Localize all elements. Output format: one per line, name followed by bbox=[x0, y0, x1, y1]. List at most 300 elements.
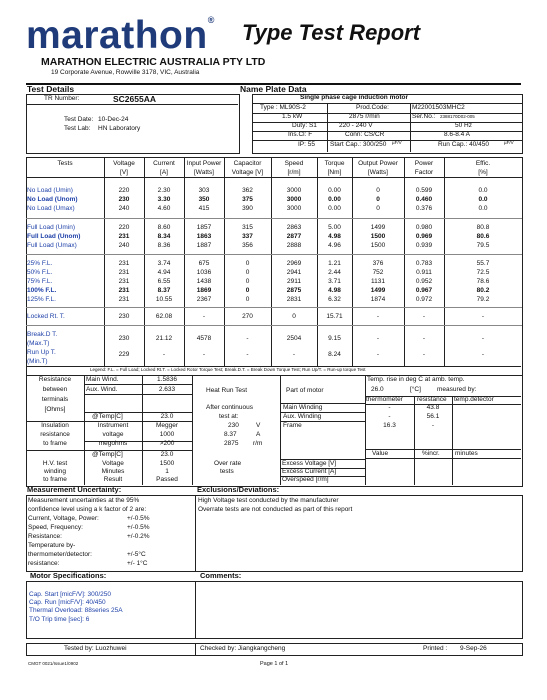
np-run-cap-unit: µF/V bbox=[504, 140, 514, 145]
table-cell: 1036 bbox=[196, 269, 212, 276]
column-header-unit: [%] bbox=[478, 169, 488, 176]
excess-voltage-label: Excess Voltage [V] bbox=[282, 460, 337, 467]
table-cell: 315 bbox=[242, 224, 253, 231]
marathon-logo bbox=[26, 16, 215, 55]
column-header-unit: [Watts] bbox=[194, 169, 214, 176]
col-thermometer: thermometer bbox=[366, 396, 403, 403]
uncertainty-line-2: confidence level using a k factor of 2 are: bbox=[28, 506, 147, 513]
table-cell: 4.98 bbox=[328, 287, 341, 294]
np-prod-code-value: M22001503MHC2 bbox=[412, 104, 465, 111]
main-winding-therm: - bbox=[388, 404, 391, 411]
legend-text: Legend: F.L. = Full Load; Locked Rt.T. = Locked Rotor Torque Test; Break.D.T. = Break Down Torque Test; Run Up/T. = Run-up torque Test bbox=[90, 367, 366, 372]
table-cell: 15.71 bbox=[326, 313, 343, 320]
table-cell: 8.24 bbox=[328, 351, 341, 358]
table-cell: 231 bbox=[118, 296, 130, 303]
resistance-temp-label: @Temp[C] bbox=[92, 413, 123, 420]
insulation-temp-label: @Temp[C] bbox=[92, 451, 123, 458]
hv-voltage-label: Voltage bbox=[102, 460, 124, 467]
table-cell: 2504 bbox=[286, 335, 302, 342]
page-number: Page 1 of 1 bbox=[260, 661, 289, 667]
table-cell: 0.967 bbox=[415, 287, 433, 294]
spec-line-3: Thermal Overload: 88series 25A bbox=[29, 607, 123, 614]
table-cell: 1.21 bbox=[328, 260, 341, 267]
hv-label-3: to frame bbox=[43, 476, 67, 483]
table-cell: 0 bbox=[245, 260, 250, 267]
table-cell: 0 bbox=[245, 287, 250, 294]
table-row-label: 75% F.L. bbox=[27, 278, 53, 285]
instrument-label: Instrument bbox=[97, 422, 129, 429]
table-cell: - bbox=[246, 335, 249, 342]
table-cell: 0.460 bbox=[415, 196, 433, 203]
break-down-label-2: (Max.T) bbox=[27, 340, 50, 347]
table-cell: 3.71 bbox=[328, 278, 341, 285]
table-cell: 231 bbox=[118, 269, 130, 276]
np-ser-no-value: 2388170D02-005 bbox=[440, 114, 475, 119]
table-cell: 0.969 bbox=[415, 233, 433, 240]
table-cell: 270 bbox=[242, 313, 253, 320]
temp-rise-unit: [°C] bbox=[410, 386, 421, 393]
np-frequency: 50 Hz bbox=[455, 122, 472, 129]
table-column-line bbox=[224, 157, 225, 367]
heat-run-speed-unit: r/m bbox=[253, 440, 263, 447]
resistance-label-3: terminals bbox=[41, 396, 69, 403]
np-power: 1.5 kW bbox=[282, 113, 303, 120]
column-header-name: Voltage bbox=[113, 160, 135, 167]
test-date-label: Test Date: bbox=[64, 116, 94, 123]
column-header-name: Speed bbox=[284, 160, 304, 167]
table-cell: 0.0 bbox=[478, 187, 488, 194]
table-cell: 376 bbox=[372, 260, 384, 267]
column-header-unit: [A] bbox=[160, 169, 168, 176]
column-header-unit: [V] bbox=[120, 169, 128, 176]
uncertainty-item-value: +/-0.5% bbox=[127, 524, 150, 531]
table-cell: 79.5 bbox=[476, 242, 490, 249]
test-details-heading: Test Details bbox=[27, 84, 75, 94]
hv-result-value: Passed bbox=[156, 476, 178, 483]
table-cell: - bbox=[202, 351, 206, 358]
table-cell: 3.30 bbox=[157, 196, 171, 203]
resistance-label-4: [Ohms] bbox=[44, 406, 66, 413]
column-header-unit: [Nm] bbox=[327, 169, 342, 176]
table-cell: 1500 bbox=[370, 233, 386, 240]
table-cell: 62.08 bbox=[155, 313, 173, 320]
column-header-unit: [Watts] bbox=[368, 169, 388, 176]
np-duty: Duty: S1 bbox=[292, 122, 317, 129]
np-ip: IP: 55 bbox=[298, 141, 315, 148]
table-cell: - bbox=[376, 313, 380, 320]
test-lab-value: HN Laboratory bbox=[98, 125, 141, 132]
table-cell: 230 bbox=[118, 313, 130, 320]
tested-by: Tested by: Luozhuwei bbox=[64, 645, 127, 652]
column-header-unit: [r/m] bbox=[287, 169, 301, 176]
table-cell: 21.12 bbox=[155, 335, 173, 342]
table-cell: 1863 bbox=[196, 233, 212, 240]
excess-current-label: Excess Current [A] bbox=[282, 468, 337, 475]
table-cell: 0.376 bbox=[415, 205, 433, 212]
divider bbox=[365, 449, 521, 450]
overspeed-label: Overspeed [r/m] bbox=[282, 476, 329, 483]
table-row-label: No Load (Umin) bbox=[27, 187, 73, 194]
megohms-value: >200 bbox=[159, 440, 175, 447]
divider bbox=[327, 103, 328, 152]
document-code: CMGT 0021/Issue1/0902 bbox=[28, 661, 79, 666]
table-cell: 231 bbox=[118, 287, 130, 294]
resistance-label-2: between bbox=[42, 386, 68, 393]
table-cell: 4578 bbox=[196, 335, 212, 342]
frame-resistance: - bbox=[431, 422, 435, 429]
hv-minutes-value: 1 bbox=[165, 468, 169, 475]
table-cell: 231 bbox=[118, 278, 130, 285]
main-winding-rise: 43.8 bbox=[426, 404, 440, 411]
table-cell: - bbox=[422, 351, 426, 358]
aux-winding-label: Aux. Winding bbox=[283, 413, 322, 420]
np-type: Type : ML90S-2 bbox=[260, 104, 306, 111]
col-resistance: resistance bbox=[417, 396, 447, 403]
uncertainty-item-label: Speed, Frequency: bbox=[28, 524, 83, 531]
heat-run-current: 8.37 bbox=[224, 431, 237, 438]
logo-text: marathon bbox=[26, 14, 208, 57]
name-plate-heading: Name Plate Data bbox=[240, 84, 307, 94]
table-row-label: 125% F.L. bbox=[27, 296, 56, 303]
aux-winding-therm: - bbox=[388, 413, 391, 420]
heat-run-current-unit: A bbox=[256, 431, 261, 438]
table-cell: 375 bbox=[242, 196, 253, 203]
main-wind-label: Main Wind. bbox=[86, 376, 119, 383]
uncertainty-item-value: +/-5°C bbox=[127, 551, 146, 558]
table-cell: 8.60 bbox=[157, 224, 171, 231]
table-cell: 1857 bbox=[196, 224, 212, 231]
table-cell: 3000 bbox=[286, 205, 302, 212]
run-up-label-2: (Min.T) bbox=[27, 358, 48, 365]
table-cell: 0.00 bbox=[328, 187, 341, 194]
table-cell: 362 bbox=[242, 187, 253, 194]
uncertainty-item-label: resistance: bbox=[28, 560, 60, 567]
table-row-label: 50% F.L. bbox=[27, 269, 53, 276]
table-cell: 0 bbox=[376, 205, 380, 212]
table-cell: 231 bbox=[118, 233, 130, 240]
table-column-line bbox=[404, 157, 405, 367]
table-cell: 0.599 bbox=[415, 187, 433, 194]
table-cell: - bbox=[162, 351, 166, 358]
megohms-label: megohms bbox=[98, 440, 128, 447]
divider bbox=[195, 643, 196, 655]
divider bbox=[84, 384, 192, 385]
table-cell: 0.00 bbox=[328, 205, 341, 212]
table-cell: 350 bbox=[198, 196, 210, 203]
insulation-label-1: Insulation bbox=[41, 422, 69, 429]
resistance-label-1: Resistance bbox=[38, 376, 72, 383]
column-header-name: Tests bbox=[57, 160, 73, 167]
uncertainty-item-label: Resistance: bbox=[28, 533, 62, 540]
uncertainty-item-value: +/- 1°C bbox=[127, 560, 148, 567]
np-start-cap-unit: µF/V bbox=[392, 140, 402, 145]
column-header-name: Power bbox=[414, 160, 434, 167]
table-cell: 0 bbox=[292, 313, 296, 320]
uncertainty-heading: Measurement Uncertainty: bbox=[27, 485, 122, 494]
table-cell: 1131 bbox=[371, 278, 385, 285]
table-cell: 229 bbox=[118, 351, 130, 358]
table-cell: 2863 bbox=[286, 224, 302, 231]
table-cell: 4.96 bbox=[328, 242, 341, 249]
table-cell: 80.2 bbox=[476, 287, 490, 294]
column-header-unit: Factor bbox=[414, 169, 434, 176]
heat-run-test-label: Heat Run Test bbox=[206, 387, 248, 394]
over-rate-tests-label: tests bbox=[220, 468, 234, 475]
table-cell: 5.00 bbox=[328, 224, 341, 231]
table-row-label: Full Load (Umax) bbox=[27, 242, 77, 249]
table-column-line bbox=[104, 157, 105, 367]
np-ser-no-label: Ser.No.: bbox=[412, 113, 436, 120]
divider bbox=[192, 375, 193, 485]
main-winding-label: Main Winding bbox=[283, 404, 323, 411]
table-row-label: No Load (Umax) bbox=[27, 205, 75, 212]
heat-run-voltage: 230 bbox=[228, 422, 239, 429]
table-cell: 356 bbox=[242, 242, 253, 249]
insulation-label-3: to frame bbox=[43, 440, 67, 447]
uncertainty-item-label: thermometer/detector: bbox=[28, 551, 92, 558]
table-cell: 0.972 bbox=[415, 296, 433, 303]
table-cell: - bbox=[376, 335, 380, 342]
table-cell: 0.952 bbox=[415, 278, 433, 285]
run-up-label-1: Run Up T. bbox=[27, 349, 56, 356]
insulation-voltage-label: voltage bbox=[102, 431, 124, 438]
table-cell: 675 bbox=[198, 260, 210, 267]
table-cell: 415 bbox=[198, 205, 210, 212]
table-row-label: 25% F.L. bbox=[27, 260, 53, 267]
group-separator bbox=[26, 254, 522, 255]
table-cell: 8.37 bbox=[157, 287, 171, 294]
table-cell: 0.783 bbox=[415, 260, 433, 267]
table-cell: 1869 bbox=[196, 287, 212, 294]
table-cell: 72.5 bbox=[476, 269, 490, 276]
temp-rise-heading: Temp. rise in deg C at amb. temp. bbox=[367, 376, 465, 383]
table-cell: 0.0 bbox=[478, 196, 488, 203]
np-start-cap: Start Cap.: 300/250 bbox=[330, 141, 387, 148]
measured-by-label: measured by: bbox=[437, 386, 477, 393]
heat-run-speed: 2875 bbox=[224, 440, 239, 447]
table-cell: 2969 bbox=[286, 260, 302, 267]
divider bbox=[365, 375, 366, 485]
divider bbox=[26, 104, 238, 105]
motor-description: Single phase cage induction motor bbox=[300, 94, 408, 101]
over-rate-label: Over rate bbox=[214, 460, 242, 467]
table-cell: 1874 bbox=[370, 296, 386, 303]
col-temp-detector: temp.detector bbox=[454, 396, 494, 403]
test-at-label: test at: bbox=[219, 413, 239, 420]
table-row-label: 100% F.L. bbox=[27, 287, 57, 294]
table-column-line bbox=[352, 157, 353, 367]
hv-label-1: H.V. test bbox=[42, 460, 68, 467]
hv-minutes-label: Minutes bbox=[101, 468, 125, 475]
table-cell: - bbox=[246, 351, 249, 358]
table-cell: - bbox=[202, 313, 206, 320]
table-cell: 2877 bbox=[286, 233, 302, 240]
part-of-motor-label: Part of motor bbox=[286, 387, 324, 394]
table-column-line bbox=[317, 157, 318, 367]
incr-label: %incr. bbox=[422, 450, 440, 457]
table-cell: 2941 bbox=[286, 269, 302, 276]
test-date-value: 10-Dec-24 bbox=[98, 116, 129, 123]
table-cell: 2875 bbox=[286, 287, 302, 294]
table-cell: - bbox=[481, 351, 485, 358]
insulation-voltage-value: 1000 bbox=[159, 431, 175, 438]
table-cell: 231 bbox=[118, 260, 130, 267]
table-cell: 9.15 bbox=[328, 335, 341, 342]
printed-label: Printed : bbox=[423, 645, 448, 652]
group-separator bbox=[26, 307, 522, 308]
np-speed: 2875 r/min bbox=[349, 113, 380, 120]
hv-result-label: Result bbox=[103, 476, 123, 483]
table-cell: 0.911 bbox=[416, 269, 432, 276]
table-cell: 2911 bbox=[287, 278, 301, 285]
uncertainty-item-label: Current, Voltage, Power: bbox=[28, 515, 99, 522]
table-cell: 2367 bbox=[196, 296, 212, 303]
np-current: 8.6-8.4 A bbox=[444, 131, 471, 138]
table-cell: 1499 bbox=[370, 224, 386, 231]
group-separator bbox=[26, 325, 522, 326]
column-header-name: Current bbox=[153, 160, 175, 167]
divider bbox=[410, 103, 411, 152]
spec-line-2: Cap. Run [micF/V]: 40/450 bbox=[29, 599, 106, 606]
table-cell: - bbox=[376, 351, 380, 358]
company-name: MARATHON ELECTRIC AUSTRALIA PTY LTD bbox=[41, 56, 266, 68]
table-cell: 0.980 bbox=[415, 224, 433, 231]
after-continuous-label: After continuous bbox=[206, 404, 253, 411]
table-cell: 2.44 bbox=[328, 269, 341, 276]
table-column-line bbox=[444, 157, 445, 367]
table-cell: 0 bbox=[376, 187, 380, 194]
frame-rise: 16.3 bbox=[383, 422, 396, 429]
exclusion-line-2: Overrate tests are not conducted as part of this report bbox=[198, 506, 353, 513]
table-cell: 4.60 bbox=[157, 205, 171, 212]
table-cell: 0.00 bbox=[328, 196, 341, 203]
company-address: 19 Corporate Avenue, Rowville 3178, VIC, Australia bbox=[51, 69, 200, 76]
table-column-line bbox=[144, 157, 145, 367]
exclusions-heading: Exclusions/Deviations: bbox=[197, 485, 280, 494]
table-column-line bbox=[271, 157, 272, 367]
table-cell: 10.55 bbox=[155, 296, 173, 303]
table-cell: 240 bbox=[118, 205, 130, 212]
table-cell: 1499 bbox=[370, 287, 386, 294]
np-voltage: 220 - 240 V bbox=[339, 122, 373, 129]
table-cell: 303 bbox=[198, 187, 210, 194]
hv-voltage-value: 1500 bbox=[159, 460, 175, 467]
comments-heading: Comments: bbox=[200, 571, 242, 580]
table-cell: 6.32 bbox=[328, 296, 341, 303]
table-cell: 79.2 bbox=[476, 296, 490, 303]
column-header-unit: Voltage [V] bbox=[231, 169, 264, 176]
np-prod-code-label: Prod.Code: bbox=[356, 104, 389, 111]
divider bbox=[452, 396, 453, 485]
table-cell: 8.34 bbox=[157, 233, 171, 240]
column-header-name: Output Power bbox=[358, 160, 398, 167]
np-insulation-class: Ins.Cl: F bbox=[288, 131, 313, 138]
megger-value: Megger bbox=[155, 422, 179, 429]
table-cell: 3.74 bbox=[157, 260, 171, 267]
spec-line-4: T/O Trip time [sec]: 6 bbox=[29, 616, 90, 623]
main-wind-value: 1.5836 bbox=[157, 376, 177, 383]
table-cell: 80.6 bbox=[476, 233, 490, 240]
resistance-temp-value: 23.0 bbox=[160, 413, 174, 420]
table-cell: - bbox=[422, 313, 426, 320]
hv-label-2: winding bbox=[43, 468, 67, 475]
table-cell: 8.36 bbox=[157, 242, 171, 249]
divider bbox=[84, 394, 192, 395]
test-lab-label: Test Lab: bbox=[64, 125, 91, 132]
table-cell: 0 bbox=[376, 196, 380, 203]
column-header-name: Effic. bbox=[475, 160, 491, 167]
table-cell: 240 bbox=[118, 242, 130, 249]
heat-run-voltage-unit: V bbox=[256, 422, 261, 429]
table-cell: 6.55 bbox=[157, 278, 171, 285]
minutes-label: minutes bbox=[455, 450, 478, 457]
table-cell: 2.30 bbox=[157, 187, 171, 194]
table-cell: 4.98 bbox=[328, 233, 341, 240]
table-cell: 0.939 bbox=[415, 242, 433, 249]
table-row-label: Full Load (Umin) bbox=[27, 224, 76, 231]
table-row-label: No Load (Unom) bbox=[27, 196, 78, 203]
table-cell: 0 bbox=[245, 296, 250, 303]
table-row-label: Locked Rt. T. bbox=[27, 313, 65, 320]
table-cell: 337 bbox=[242, 233, 253, 240]
frame-label: Frame bbox=[283, 422, 302, 429]
table-cell: 2831 bbox=[286, 296, 302, 303]
table-header-rule bbox=[26, 177, 522, 178]
insulation-label-2: resistance bbox=[40, 431, 70, 438]
printed-date: 9-Sep-26 bbox=[460, 645, 487, 652]
np-connection: Conn: CS/CR bbox=[345, 131, 385, 138]
table-cell: 0 bbox=[245, 278, 250, 285]
table-cell: 78.6 bbox=[476, 278, 490, 285]
table-row-label: Full Load (Unom) bbox=[27, 233, 81, 240]
exclusion-line-1: High Voltage test conducted by the manufacturer bbox=[198, 497, 339, 504]
checked-by: Checked by: Jiangkangcheng bbox=[200, 645, 286, 652]
table-cell: 1887 bbox=[196, 242, 212, 249]
table-cell: 4.94 bbox=[157, 269, 171, 276]
table-cell: 220 bbox=[118, 224, 130, 231]
aux-wind-value: 2.633 bbox=[158, 386, 176, 393]
divider bbox=[365, 458, 521, 459]
table-cell: 230 bbox=[118, 335, 130, 342]
uncertainty-item-value: +/-0.5% bbox=[127, 515, 150, 522]
column-header-name: Capacitor bbox=[233, 160, 262, 167]
value-label: Value bbox=[372, 450, 389, 457]
table-cell: - bbox=[292, 351, 296, 358]
table-cell: 1500 bbox=[370, 242, 386, 249]
table-cell: 230 bbox=[118, 196, 130, 203]
table-cell: 220 bbox=[118, 187, 130, 194]
tr-number-label: TR Number: bbox=[44, 95, 80, 102]
table-cell: 55.7 bbox=[476, 260, 490, 267]
comments-box bbox=[195, 581, 523, 639]
table-cell: 390 bbox=[242, 205, 253, 212]
table-cell: 3000 bbox=[286, 187, 302, 194]
motor-specs-heading: Motor Specifications: bbox=[30, 571, 107, 580]
aux-winding-rise: 56.1 bbox=[426, 413, 440, 420]
temp-rise-ambient: 26.0 bbox=[371, 386, 384, 393]
aux-wind-label: Aux. Wind. bbox=[86, 386, 118, 393]
table-cell: 80.8 bbox=[476, 224, 490, 231]
uncertainty-item-label: Temperature by- bbox=[28, 542, 76, 549]
table-column-line bbox=[184, 157, 185, 367]
insulation-temp-value: 23.0 bbox=[160, 451, 174, 458]
column-header-name: Torque bbox=[324, 160, 345, 167]
table-cell: 0.0 bbox=[478, 205, 488, 212]
table-cell: 3000 bbox=[286, 196, 302, 203]
spec-line-1: Cap. Start [micF/V]: 300/250 bbox=[29, 591, 112, 598]
table-cell: - bbox=[481, 313, 485, 320]
group-separator bbox=[26, 218, 522, 219]
